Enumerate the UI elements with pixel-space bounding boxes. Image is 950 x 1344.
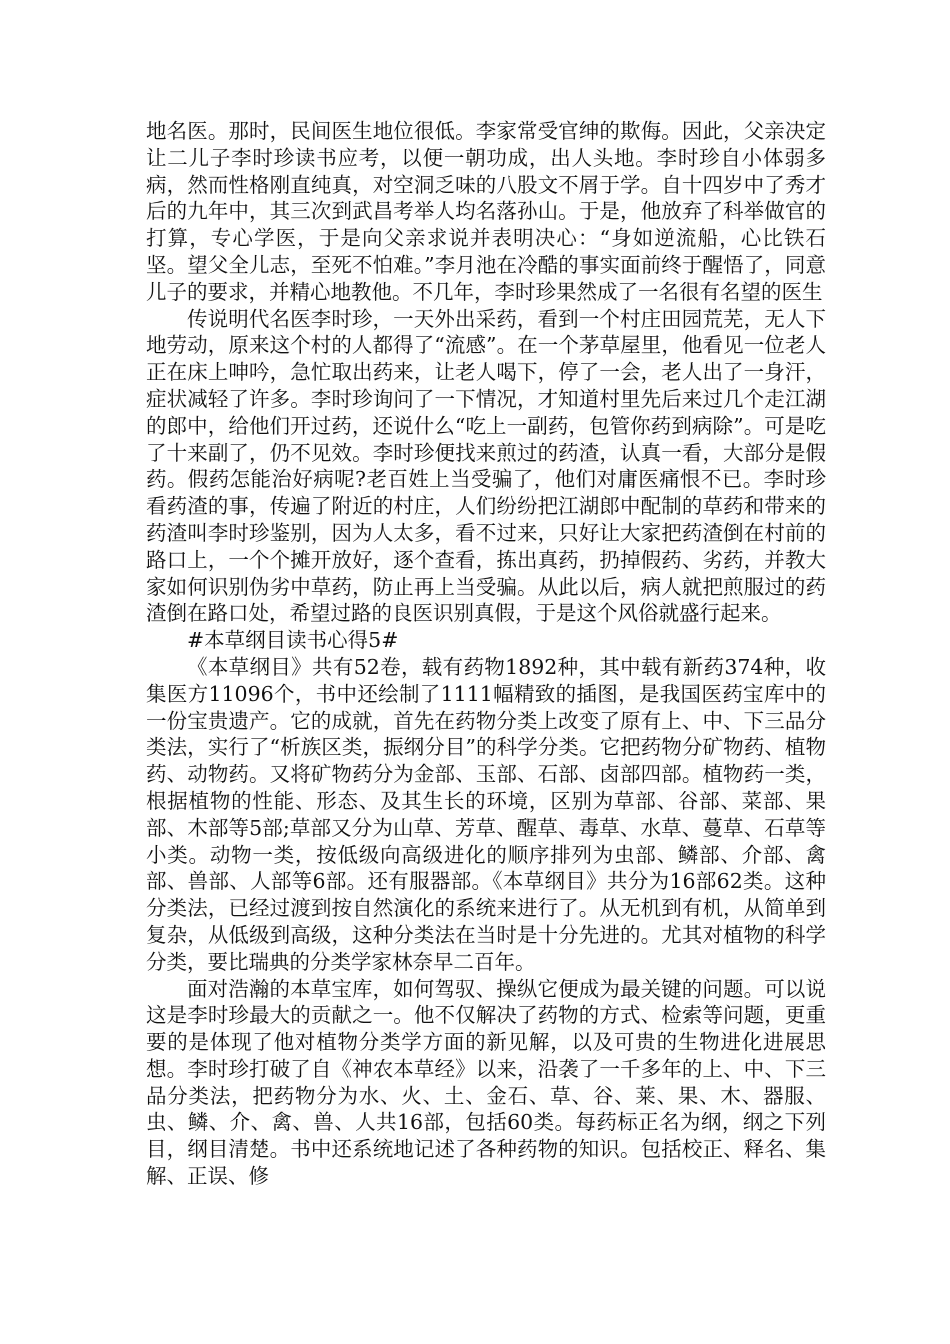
paragraph-herb-dregs-legend: 传说明代名医李时珍，一天外出采药，看到一个村庄田园荒芜，无人下地劳动，原来这个村的人都得了“流感”。在一个茅草屋里，他看见一位老人正在床上呻吟，急忙取出药来，让老人喝下，停了一会，老人出了一身汗，症状减轻了许多。李时珍询问了一下情况，才知道村里先后来过几个走江湖的郎中，给他们开过药，还说什么“吃上一副药，包管你药到病除”。可是吃了十来副了，仍不见效。李时珍便找来煎过的药渣，认真一看，大部分是假药。假药怎能治好病呢?老百姓上当受骗了，他们对庸医痛恨不已。李时珍看药渣的事，传遍了附近的村庄，人们纷纷把江湖郎中配制的草药和带来的药渣叫李时珍鉴别，因为人太多，看不过来，只好让大家把药渣倒在村前的路口上，一个个摊开放好，逐个查看，拣出真药，扔掉假药、劣药，并教大家如何识别伪劣中草药，防止再上当受骗。从此以后，病人就把煎服过的药渣倒在路口处，希望过路的良医识别真假，于是这个风俗就盛行起来。 <box>146 306 826 626</box>
paragraph-li-shizhen-biography: 地名医。那时，民间医生地位很低。李家常受官绅的欺侮。因此，父亲决定让二儿子李时珍读书应考，以便一朝功成，出人头地。李时珍自小体弱多病，然而性格刚直纯真，对空洞乏味的八股文不屑于学。自十四岁中了秀才后的九年中，其三次到武昌考举人均名落孙山。于是，他放弃了科举做官的打算，专心学医，于是向父亲求说并表明决心：“身如逆流船，心比铁石坚。望父全儿志，至死不怕难。”李月池在冷酷的事实面前终于醒悟了，同意儿子的要求，并精心地教他。不几年，李时珍果然成了一名很有名望的医生 <box>146 119 826 304</box>
document-body <box>146 118 826 1190</box>
paragraph-compendium-classification: 《本草纲目》共有52卷，载有药物1892种，其中载有新药374种，收集医方11096个，书中还绘制了1111幅精致的插图，是我国医药宝库中的一份宝贵遗产。它的成就，首先在药物分类上改变了原有上、中、下三品分类法，实行了“析族区类，振纲分目”的科学分类。它把药物分矿物药、植物药、动物药。又将矿物药分为金部、玉部、石部、卤部四部。植物药一类，根据植物的性能、形态、及其生长的环境，区别为草部、谷部、菜部、果部、木部等5部;草部又分为山草、芳草、醒草、毒草、水草、蔓草、石草等小类。动物一类，按低级向高级进化的顺序排列为虫部、鳞部、介部、禽部、兽部、人部等6部。还有服器部。《本草纲目》共分为16部62类。这种分类法，已经过渡到按自然演化的系统来进行了。从无机到有机，从简单到复杂，从低级到高级，这种分类法在当时是十分先进的。尤其对植物的科学分类，要比瑞典的分类学家林奈早二百年。 <box>146 654 826 974</box>
section-heading: #本草纲目读书心得5# <box>187 628 399 653</box>
paragraph-compendium-contribution: 面对浩瀚的本草宝库，如何驾驭、操纵它便成为最关键的问题。可以说这是李时珍最大的贡献之一。他不仅解决了药物的方式、检索等问题，更重要的是体现了他对植物分类学方面的新见解，以及可贵的生物进化进展思想。李时珍打破了自《神农本草经》以来，沿袭了一千多年的上、中、下三品分类法，把药物分为水、火、土、金石、草、谷、莱、果、木、器服、虫、鳞、介、禽、兽、人共16部，包括60类。每药标正名为纲，纲之下列目，纲目清楚。书中还系统地记述了各种药物的知识。包括校正、释名、集解、正误、修 <box>146 976 826 1189</box>
